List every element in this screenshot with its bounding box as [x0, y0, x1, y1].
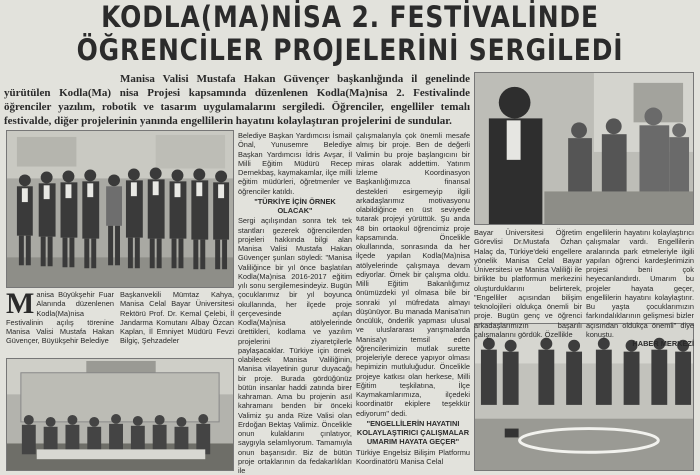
article-column-6	[586, 228, 694, 348]
column-6-text: engellilerin hayatını kolaylaştırıcı çalışmalar vardı. Engellilerin aralarında park etmeleriyle ilgili yapılan öğrenci kardeşlerimizin projesi beni çok heyecanlandırdı. Umarım bu projeler hayata geçer, engellilerin hayatını kolaylaştırır. Bu yaşta çocuklarımızın farkındalıklarının gelişmesi bizler açısından oldukça önemli" diye konuştu.	[586, 228, 694, 339]
article-column-1	[6, 287, 114, 356]
column-4-para-1: çalışmalarıyla çok önemli mesafe almış bir proje. Ben de değerli Valimin bu proje başlangıcını bir miras olarak addettim. Yatırım İzleme Koordinasyon Başkanlığımızca finansal destekleri esirgemeyip ilgili arkadaşlarımız motivasyonu olabildiğince en üst seviyede tutarak projeyi yürüttük. Şu anda 48 bin ortaokul öğrencimiz proje kapsamında. Öncelikle okullarında, sonrasında da her ilçede yapılan Kodla(Ma)nisa atölyelerinde çalışmaya devam ediyorlar. Örnek bir çalışma oldu. Milli Eğitim Bakanlığımız önümüzdeki yıl olmasa bile bir sonraki yıl müfredata almayı düşünüyor. Bu manada Manisa'nın öncülük, önderlik yapması ulusal ve uluslararası yarışmalarda Manisa'yı temsil eden öğrencilerimizin mutlak surette projeleriyle derece yapıyor olması hepimizin mutluluğudur. Öncelikle projeye katkısı olan herkese, Milli Eğitim teşkilatına, İlçe Kaymakamlarımıza, ilçedeki koordinatör ekiplere teşekkür ediyorum" dedi.	[356, 131, 470, 418]
article-column-5	[474, 228, 582, 339]
lead-paragraph: Manisa Valisi Mustafa Hakan Güvençer başkanlığında il genelinde yürütülen Kodla(Ma) nisa Projesi kapsamında düzenlenen Kodla(Ma)nisa 2. Festivalinde öğrenciler yazılım, robotik ve tasarım uygulamalarını sergiledi. Öğrenciler, engelliler temalı festivalde, diğer projelerinin yanında engellilerin hayatını kolaylaştıran projelerini de sundular.	[4, 73, 470, 127]
column-2-text: Başkanvekili Mümtaz Kahya, Manisa Celal Bayar Üniversitesi Rektörü Prof. Dr. Kemal Çelebi, İl Jandarma Komutanı Albay Özcan Kaplan, İl Emniyet Müdürü Fevzi Bilgiç, Şehzadeler	[120, 290, 234, 346]
column-4-para-2: Türkiye Engelsiz Bilişim Platformu Koordinatörü Manisa Celal	[356, 447, 470, 466]
column-4-subheading: "ENGELLİLERİN HAYATINI KOLAYLAŞTIRICI ÇALIŞMALAR UMARIM HAYATA GEÇER"	[356, 418, 470, 447]
article-column-2	[120, 290, 234, 356]
byline: HABER MERKEZİ	[632, 339, 694, 348]
officials-group-photo	[6, 130, 234, 288]
headline-line-1: KODLA(MA)NİSA 2. FESTİVALİNDE	[101, 0, 599, 34]
column-1-text: anisa Büyükşehir Fuar Alanında düzenlenen Kodla(Ma)nisa Festivalinin açılış törenine Manisa Valisi Mustafa Hakan Güvençer, Büyükşehir Belediye	[6, 290, 114, 346]
column-5-text: Bayar Üniversitesi Öğretim Görevlisi Dr.Mustafa Özhan Halaç da, Türkiye'deki engellere yönelik Manisa Celal Bayar Üniversitesi ve Manisa Valiliği ile birlikte bu platformun merkezini oluşturduklarını belirterek, "Engelliler açısından bilişim teknolojileri oldukça önemli bir proje. Bugün genç ve öğrenci arkadaşlarımızın başarılı çalışmalarını gördük. Özellikle	[474, 228, 582, 339]
vali-visit-photo	[474, 72, 694, 225]
article-column-4	[356, 131, 470, 472]
column-3-para-2: Sergi açılışından sonra tek tek stantları gezerek öğrencilerden projeleri hakkında bilgi alan Manisa Valisi Mustafa Hakan Güvençer şunları söyledi: "Manisa Valiliğince bir yıl önce başlatılan Kodla(Ma)nisa 2016-2017 eğitim yılı sonu sergilemesindeyiz. Bugün çocuklarımız bir yıl boyunca okullarında, her ilçede proje çerçevesinde açılan Kodla(Ma)nisa atölyelerinde ürettikleri, kodlama ve yazılım projelerini ziyaretçilerle paylaşacaklar. Türkiye için örnek olabilecek Manisa Valiliğinin, Manisa vilayetinin gurur duyacağı bir proje. Burada gördüğünüz bütün insanlar haddi zatında birer kahraman. Ama bu projenin asıl kahramanı benden bir önceki Valimiz şu anda Rize Valisi olan Erdoğan Bektaş Valimiz. Öncelikle onun kulaklarını çınlatıyor, saygıyla selamlıyorum. Tamamıyla onun başarısıdır. Biz de bütün proje ortaklarının da fedakarlıkları ile	[238, 216, 352, 475]
column-3-subheading: "TÜRKİYE İÇİN ÖRNEK OLACAK"	[254, 196, 336, 215]
students-stand-photo	[6, 358, 234, 471]
article-column-3	[238, 131, 352, 475]
headline-line-2: ÖĞRENCİLER PROJELERİNİ SERGİLEDİ	[76, 33, 624, 67]
column-3-para-1: Belediye Başkan Yardımcısı İsmail Önal, Yunusemre Belediye Başkan Yardımcısı İdris Avşar, İl Milli Eğitim Müdürü Recep Dernekbaş, kaymakamlar, ilçe milli eğitim müdürleri, öğretmenler ve öğrenciler katıldı.	[238, 131, 352, 196]
drop-cap: M	[6, 287, 35, 320]
